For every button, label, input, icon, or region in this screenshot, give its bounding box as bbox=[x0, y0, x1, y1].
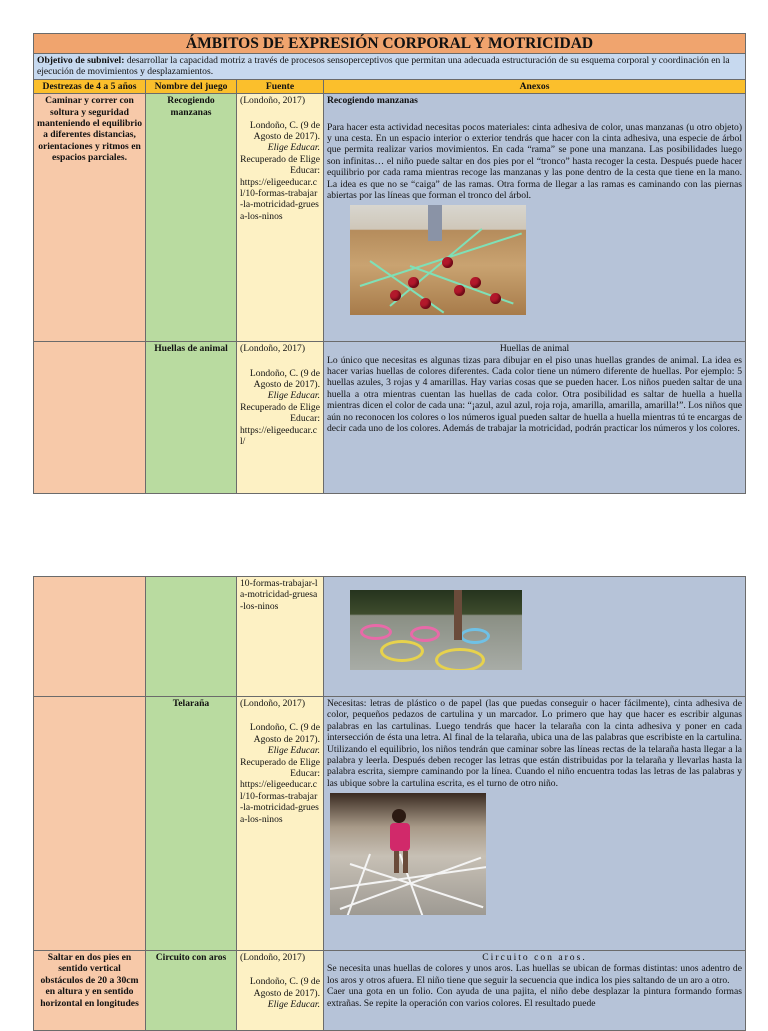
page-title: ÁMBITOS DE EXPRESIÓN CORPORAL Y MOTRICIDAD bbox=[34, 34, 746, 54]
destreza-cell-empty bbox=[34, 577, 146, 697]
chalk-animal-tracks-photo bbox=[350, 590, 522, 670]
annex-title: Recogiendo manzanas bbox=[327, 95, 418, 107]
source-retrieved: Recuperado de Elige Educar: bbox=[240, 153, 320, 177]
source-url[interactable]: https://eligeeducar.cl/ bbox=[240, 424, 317, 448]
annex-cell bbox=[324, 697, 746, 951]
source-citation: (Londoño, 2017) bbox=[240, 698, 306, 709]
annex-text: Para hacer esta actividad necesitas pocos materiales: cinta adhesiva de color, unas manzanas (u otro objeto) y una cesta. En un espacio interior o exterior tendrás que hacer con la cinta adhesiva, una especie de árbol que permita realizar varios movimientos. En cada “rama” se pone una manzana. Las posibilidades luego son infinitas… el niño puede saltar en dos pies por el “tronco” hasta recoger la cesta. Después puede hacer equilibrio por cada rama mientras recoge las manzanas y las pone dentro de la cesta que tiene en la mano. La idea es que no se “caiga” de las ramas. Otra forma de llegar a las ramas es caminando con las piernas abiertas por las líneas que forman el tronco del árbol. bbox=[327, 121, 743, 202]
annex-title: Huellas de animal bbox=[499, 343, 570, 355]
source-cell bbox=[237, 697, 324, 951]
game-name: Telaraña bbox=[146, 697, 237, 951]
source-title: Elige Educar. bbox=[267, 999, 320, 1011]
annex-text: Se necesita unas huellas de colores y unos aros. Las huellas se ubican de formas distintas: unos adentro de los aros y otros afuera. El niño tiene que seguir la secuencia que indica los pies saltando de un aro a otro. bbox=[327, 963, 742, 986]
table-row bbox=[34, 94, 746, 342]
source-url-part1[interactable]: https://eligeeducar.cl/ bbox=[240, 779, 317, 802]
game-name: Huellas de animal bbox=[146, 342, 237, 494]
annex-text-2: Caer una gota en un folio. Con ayuda de una pajita, el niño debe desplazar la pintura formando formas extrañas. Se repite la operación con varios colores. El resultado puede bbox=[327, 986, 742, 1009]
table-row bbox=[34, 951, 746, 1031]
source-citation: (Londoño, 2017) bbox=[240, 952, 306, 963]
source-reference: Londoño, C. (9 de Agosto de 2017). bbox=[249, 976, 320, 999]
header-juego: Nombre del juego bbox=[146, 79, 237, 93]
annex-cell bbox=[324, 577, 746, 697]
source-citation: (Londoño, 2017) bbox=[240, 343, 306, 355]
destreza-cell-empty bbox=[34, 342, 146, 494]
game-name: Circuito con aros bbox=[146, 951, 237, 1031]
annex-cell bbox=[324, 342, 746, 494]
source-url-part1[interactable]: https://eligeeducar.cl/ bbox=[240, 176, 317, 200]
spider-web-tape-photo bbox=[330, 793, 486, 915]
activities-table-page-1 bbox=[33, 33, 746, 494]
activities-table-page-2 bbox=[33, 576, 746, 1031]
apples-tape-tree-photo bbox=[350, 205, 526, 315]
source-url[interactable] bbox=[240, 779, 320, 825]
source-reference: Londoño, C. (9 de Agosto de 2017). bbox=[249, 367, 320, 391]
destreza-cell-empty bbox=[34, 697, 146, 951]
source-cell bbox=[237, 94, 324, 342]
annex-cell bbox=[324, 951, 746, 1031]
source-title: Elige Educar. bbox=[267, 745, 320, 757]
table-row bbox=[34, 342, 746, 494]
source-url-continued[interactable]: 10-formas-trabajar-la-motricidad-gruesa-los-ninos bbox=[240, 578, 318, 612]
source-retrieved: Recuperado de Elige Educar: bbox=[240, 756, 320, 780]
source-title: Elige Educar. bbox=[267, 142, 320, 154]
source-title: Elige Educar. bbox=[267, 390, 320, 402]
header-fuente: Fuente bbox=[237, 79, 324, 93]
source-url-part2[interactable]: 10-formas-trabajar-la-motricidad-gruesa-los-ninos bbox=[240, 188, 319, 222]
objective-cell bbox=[34, 54, 746, 80]
source-url[interactable] bbox=[240, 177, 320, 223]
source-reference: Londoño, C. (9 de Agosto de 2017). bbox=[249, 722, 320, 745]
source-citation: (Londoño, 2017) bbox=[240, 95, 306, 107]
table-row bbox=[34, 697, 746, 951]
source-url-part2[interactable]: 10-formas-trabajar-la-motricidad-gruesa-los-ninos bbox=[240, 790, 319, 825]
objective-text: desarrollar la capacidad motriz a través de procesos sensoperceptivos que permitan una adecuada estructuración de su esquema corporal y coordinación en la ejecución de movimientos y desplazamientos. bbox=[37, 55, 730, 78]
source-retrieved: Recuperado de Elige Educar: bbox=[240, 401, 320, 425]
table-row bbox=[34, 577, 746, 697]
game-name-empty bbox=[146, 577, 237, 697]
header-anexos: Anexos bbox=[324, 79, 746, 93]
annex-title: Circuito con aros. bbox=[482, 952, 587, 963]
destreza-cell: Caminar y correr con soltura y seguridad manteniendo el equilibrio a diferentes distancias, orientaciones y ritmos en espacios parciales. bbox=[34, 94, 146, 342]
annex-cell bbox=[324, 94, 746, 342]
source-cell bbox=[237, 342, 324, 494]
destreza-cell: Saltar en dos pies en sentido vertical obstáculos de 20 a 30cm en altura y en sentido horizontal en longitudes bbox=[34, 951, 146, 1031]
annex-text: Lo único que necesitas es algunas tizas para dibujar en el piso unas huellas grandes de animal. La idea es hacer varias huellas de colores diferentes. Cada color tiene un número diferente de huellas. Por ejemplo: 5 huellas azules, 3 rojas y 4 amarillas. Hay varias cosas que se pueden hacer. Los niños pueden saltar de una huella a otra mientras cuentan las huellas de cada color. Otra posibilidad es saltar de huella a huella mientras dicen el color de cada una: “¡azul, azul azul, roja roja, amarilla, amarilla, amarilla!”. Los niños que aún no reconocen los colores o los números igual pueden saltar de huella a huella mientras tú te encargas de decir cada uno de los colores. Además de trabajar la motricidad, podrán practicar los números y los colores. bbox=[327, 354, 743, 435]
annex-text: Necesitas: letras de plástico o de papel (las que puedas conseguir o hacer fácilmente), cinta adhesiva de color, pequeños pedazos de cartulina y un marcador. Lo primero que hay que hacer es escribir algunas palabras en las cartulinas. Luego tendrás que hacer la telaraña con la cinta adhesiva y poner en cada intersección de ésta una letra. Al final de la telaraña, ubica una de las palabras que escribiste en la cartulina. Utilizando el equilibrio, los niños tendrán que caminar sobre las líneas rectas de la telaraña hasta llegar a la palabra y leerla. Después deben recoger las letras que están distribuidas por la telaraña y llevarlas hasta la palabra escrita, siempre caminando por la línea. Cuando el niño encuentra todas las letras de las palabras y las ubique sobre la cartulina escrita, es el turno de otro niño. bbox=[327, 698, 742, 789]
header-destrezas: Destrezas de 4 a 5 años bbox=[34, 79, 146, 93]
source-cell bbox=[237, 951, 324, 1031]
objective-label: Objetivo de subnivel: bbox=[37, 55, 125, 66]
game-name: Recogiendo manzanas bbox=[146, 94, 237, 342]
source-cell bbox=[237, 577, 324, 697]
source-reference: Londoño, C. (9 de Agosto de 2017). bbox=[249, 119, 320, 143]
